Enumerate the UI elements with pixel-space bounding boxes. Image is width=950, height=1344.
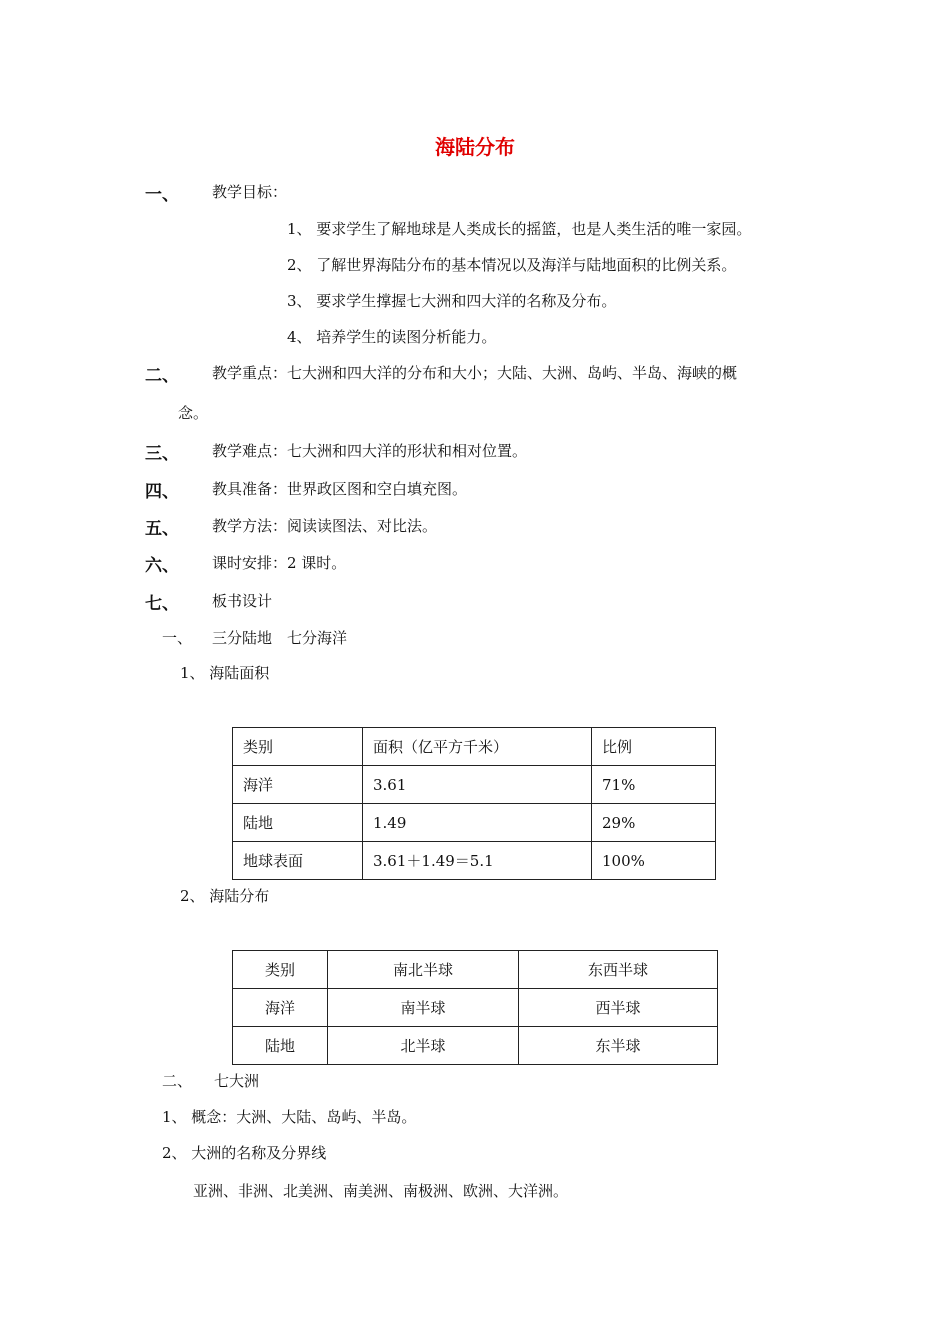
section-heading: 教学目标： [212, 183, 288, 201]
section-heading-continuation: 念。 [178, 404, 209, 422]
section-number: 七、 [145, 594, 179, 614]
objective-item: 4、 培养学生的读图分析能力。 [287, 328, 497, 346]
land-sea-area-table [232, 727, 716, 880]
table-cell: 3.61＋1.49＝5.1 [363, 842, 592, 880]
objective-item: 3、 要求学生撑握七大洲和四大洋的名称及分布。 [287, 292, 617, 310]
table-cell: 南半球 [328, 989, 519, 1027]
board-part-title: 三分陆地 七分海洋 [212, 629, 348, 647]
table-cell: 3.61 [363, 766, 592, 804]
table-row [233, 989, 718, 1027]
table-cell: 南北半球 [328, 951, 519, 989]
board-subheading: 1、 海陆面积 [180, 664, 270, 682]
board-part-number: 二、 [162, 1072, 193, 1090]
section-number: 五、 [145, 519, 179, 539]
section-heading: 教学方法：阅读读图法、对比法。 [212, 517, 438, 535]
table-cell: 东半球 [519, 1027, 718, 1065]
continents-list: 亚洲、非洲、北美洲、南美洲、南极洲、欧洲、大洋洲。 [193, 1182, 569, 1200]
board-subheading: 2、 海陆分布 [180, 887, 270, 905]
section-heading: 教学难点：七大洲和四大洋的形状和相对位置。 [212, 442, 528, 460]
table-row [233, 728, 716, 766]
section-heading: 教学重点：七大洲和四大洋的分布和大小；大陆、大洲、岛屿、半岛、海峡的概 [212, 364, 738, 382]
table-cell: 71% [592, 766, 716, 804]
table-cell: 陆地 [233, 1027, 328, 1065]
table-cell: 1.49 [363, 804, 592, 842]
section-number: 四、 [145, 482, 179, 502]
section-number: 六、 [145, 556, 179, 576]
section-number: 一、 [145, 185, 179, 205]
table-row [233, 842, 716, 880]
page-title: 海陆分布 [435, 135, 515, 159]
table-cell: 比例 [592, 728, 716, 766]
table-row [233, 951, 718, 989]
table-cell: 29% [592, 804, 716, 842]
table-cell: 北半球 [328, 1027, 519, 1065]
table-cell: 地球表面 [233, 842, 363, 880]
board-item: 2、 大洲的名称及分界线 [162, 1144, 327, 1162]
table-cell: 100% [592, 842, 716, 880]
board-part-number: 一、 [162, 629, 193, 647]
table-cell: 类别 [233, 951, 328, 989]
objective-item: 2、 了解世界海陆分布的基本情况以及海洋与陆地面积的比例关系。 [287, 256, 737, 274]
section-number: 二、 [145, 366, 179, 386]
table-cell: 西半球 [519, 989, 718, 1027]
board-part-title: 七大洲 [214, 1072, 260, 1090]
table-cell: 海洋 [233, 766, 363, 804]
table-cell: 东西半球 [519, 951, 718, 989]
section-heading: 课时安排：2 课时。 [212, 554, 347, 572]
section-number: 三、 [145, 444, 179, 464]
section-heading: 教具准备：世界政区图和空白填充图。 [212, 480, 468, 498]
table-cell: 陆地 [233, 804, 363, 842]
table-row [233, 1027, 718, 1065]
land-sea-distribution-table [232, 950, 718, 1065]
board-item: 1、 概念：大洲、大陆、岛屿、半岛。 [162, 1108, 417, 1126]
table-row [233, 804, 716, 842]
table-cell: 海洋 [233, 989, 328, 1027]
objective-item: 1、 要求学生了解地球是人类成长的摇篮，也是人类生活的唯一家园。 [287, 220, 752, 238]
section-heading: 板书设计 [212, 592, 273, 610]
table-cell: 面积（亿平方千米） [363, 728, 592, 766]
table-row [233, 766, 716, 804]
table-cell: 类别 [233, 728, 363, 766]
